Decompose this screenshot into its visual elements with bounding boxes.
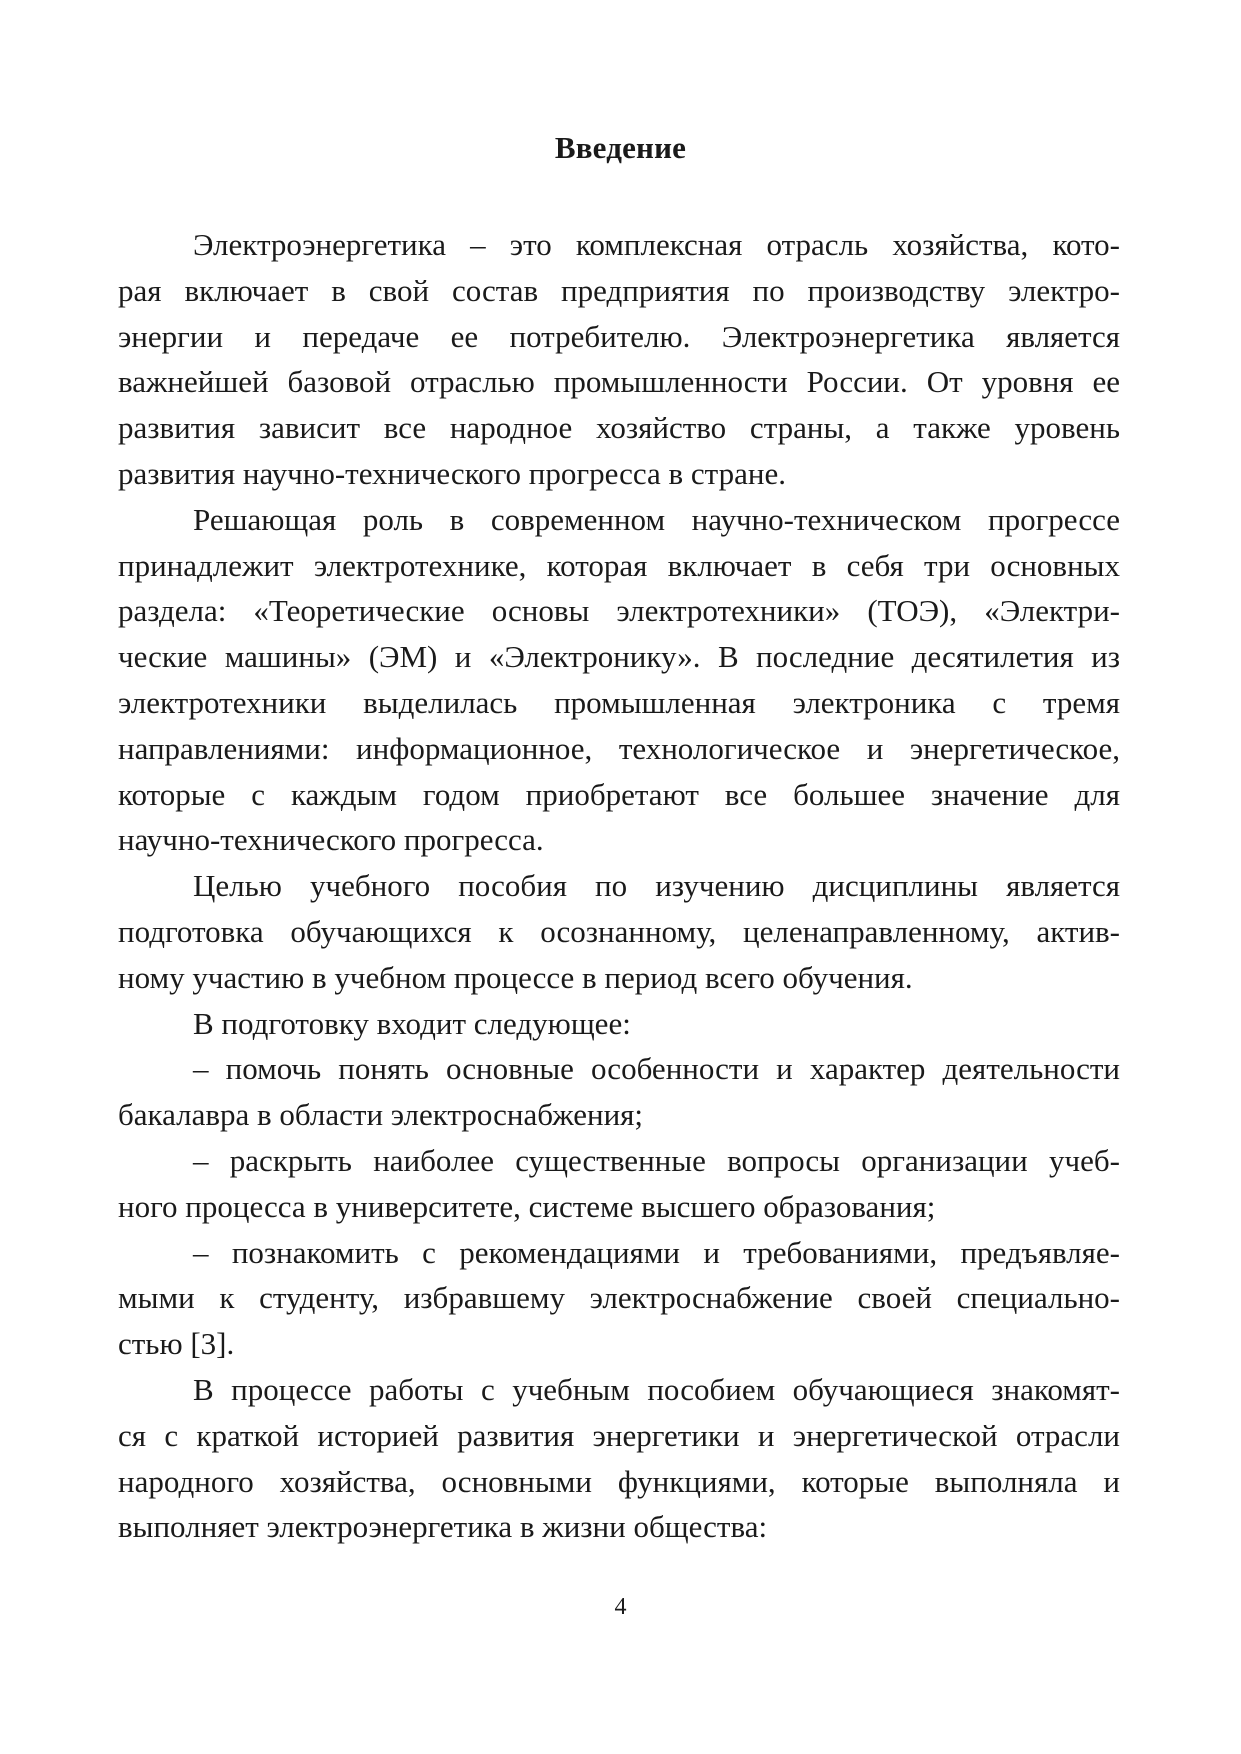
text-line: стью [3].: [118, 1326, 235, 1362]
paragraph: [118, 222, 1120, 497]
text-line: – познакомить с рекомендациями и требованиями, предъявляе-: [193, 1234, 1120, 1270]
text-line: которые с каждым годом приобретают все большее значение для: [118, 776, 1120, 812]
text-line: раздела: «Теоретические основы электротехники» (ТОЭ), «Электри-: [118, 593, 1120, 629]
text-line: бакалавра в области электроснабжения;: [118, 1097, 644, 1133]
text-line: Решающая роль в современном научно-техническом прогрессе: [193, 501, 1120, 537]
text-line: принадлежит электротехнике, которая включает в себя три основных: [118, 547, 1120, 583]
text-line: электротехники выделилась промышленная электроника с тремя: [118, 684, 1120, 720]
text-line: важнейшей базовой отраслью промышленности России. От уровня ее: [118, 364, 1120, 400]
page-number: 4: [614, 1594, 627, 1620]
text-line: ному участию в учебном процессе в период всего обучения.: [118, 959, 913, 995]
paragraph: [118, 863, 1120, 1000]
text-line: выполняет электроэнергетика в жизни общества:: [118, 1509, 768, 1545]
paragraph: [118, 1001, 1120, 1047]
list-item: [118, 1230, 1120, 1367]
text-line: – помочь понять основные особенности и характер деятельности: [193, 1051, 1120, 1087]
text-line: – раскрыть наиболее существенные вопросы организации учеб-: [193, 1142, 1120, 1178]
text-line: развития зависит все народное хозяйство страны, а также уровень: [118, 410, 1120, 446]
text-line: В подготовку входит следующее:: [193, 1005, 631, 1041]
text-line: развития научно-технического прогресса в стране.: [118, 455, 786, 491]
list-item: [118, 1138, 1120, 1230]
text-line: ся с краткой историей развития энергетики и энергетической отрасли: [118, 1417, 1120, 1453]
list-item: [118, 1046, 1120, 1138]
text-line: народного хозяйства, основными функциями, которые выполняла и: [118, 1463, 1120, 1499]
text-line: подготовка обучающихся к осознанному, целенаправленному, актив-: [118, 913, 1120, 949]
paragraph: [118, 497, 1120, 863]
page-title: Введение: [554, 130, 687, 165]
text-line: рая включает в свой состав предприятия по производству электро-: [118, 272, 1120, 308]
text-line: направлениями: информационное, технологическое и энергетическое,: [118, 730, 1120, 766]
paragraph: [118, 1367, 1120, 1550]
body-text: [118, 222, 1120, 1550]
text-line: мыми к студенту, избравшему электроснабжение своей специально-: [118, 1280, 1120, 1316]
text-line: Электроэнергетика – это комплексная отрасль хозяйства, кото-: [193, 227, 1120, 262]
text-line: научно-технического прогресса.: [118, 822, 544, 858]
text-line: ного процесса в университете, системе высшего образования;: [118, 1188, 936, 1224]
text-line: энергии и передаче ее потребителю. Электроэнергетика является: [118, 318, 1120, 354]
text-line: ческие машины» (ЭМ) и «Электронику». В последние десятилетия из: [118, 639, 1120, 675]
text-line: В процессе работы с учебным пособием обучающиеся знакомят-: [193, 1371, 1120, 1407]
text-line: Целью учебного пособия по изучению дисциплины является: [193, 868, 1120, 904]
